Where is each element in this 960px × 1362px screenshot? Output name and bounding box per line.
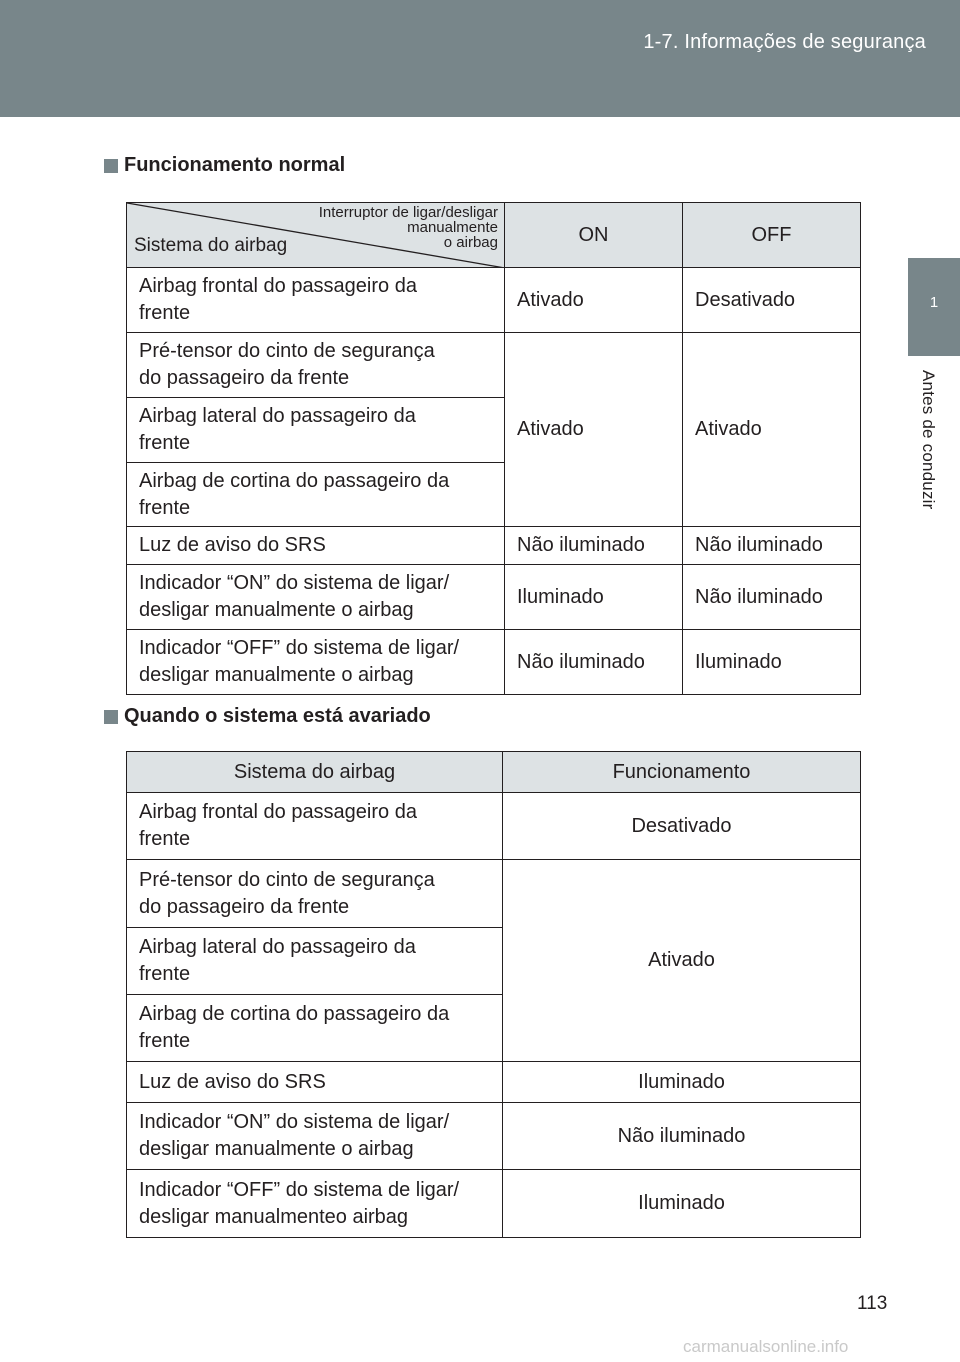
row-label-line: frente	[139, 1030, 191, 1052]
column-system-header: Sistema do airbag	[127, 752, 503, 793]
row-label-line: do passageiro da frente	[139, 895, 350, 918]
row-label-line: desligar manualmente o airbag	[139, 664, 414, 686]
row-label-line: frente	[139, 302, 191, 324]
failure-table	[126, 751, 861, 1238]
row-label-line: frente	[139, 496, 191, 519]
chapter-tab	[908, 258, 960, 356]
table-row	[127, 333, 861, 398]
table-row	[127, 1103, 861, 1170]
row-label-line: Airbag frontal do passageiro da	[139, 275, 417, 297]
column-on-header: ON	[505, 203, 683, 268]
watermark-text: carmanualsonline.info	[683, 1337, 849, 1356]
table-row	[127, 268, 861, 333]
row-label-line: Airbag de cortina do passageiro da	[139, 1003, 450, 1025]
row-label-line: Airbag de cortina do passageiro da	[139, 469, 450, 492]
row-label	[127, 268, 505, 333]
page-number: 113	[857, 1293, 888, 1314]
cell-on-value: Não iluminado	[505, 630, 683, 695]
cell-off-value: Desativado	[683, 268, 861, 333]
table-header-row	[127, 752, 861, 793]
column-off-header: OFF	[683, 203, 861, 268]
cell-operation-value: Não iluminado	[503, 1103, 861, 1170]
row-label-line: desligar manualmenteo airbag	[139, 1205, 409, 1228]
row-label-line: Indicador “OFF” do sistema de ligar/	[139, 637, 460, 659]
row-label-line: Indicador “ON” do sistema de ligar/	[139, 1111, 450, 1133]
diagonal-header-cell	[127, 203, 505, 268]
cell-operation-value: Iluminado	[503, 1062, 861, 1103]
row-label-line: Airbag frontal do passageiro da	[139, 801, 417, 823]
table-row	[127, 793, 861, 860]
row-label: Luz de aviso do SRS	[127, 527, 505, 565]
column-operation-header: Funcionamento	[503, 752, 861, 793]
heading-failure-text: Quando o sistema está avariado	[124, 705, 431, 727]
row-label	[127, 630, 505, 695]
table-row	[127, 527, 861, 565]
top-header-band	[0, 0, 960, 117]
row-label	[127, 1170, 503, 1238]
row-label	[127, 928, 503, 995]
cell-off-value: Não iluminado	[683, 565, 861, 630]
row-label-line: desligar manualmente o airbag	[139, 599, 414, 621]
header-switch-line-2: manualmente	[407, 219, 498, 236]
chapter-number: 1	[929, 294, 939, 311]
row-label	[127, 860, 503, 928]
heading-failure	[104, 705, 431, 728]
bullet-square-icon	[104, 710, 118, 724]
chapter-side-label	[918, 370, 942, 550]
table-row	[127, 860, 861, 928]
table-row	[127, 630, 861, 695]
row-label-line: frente	[139, 963, 191, 985]
cell-off-value: Iluminado	[683, 630, 861, 695]
header-system-label: Sistema do airbag	[134, 235, 288, 256]
cell-on-value: Iluminado	[505, 565, 683, 630]
row-label-line: Pré-tensor do cinto de segurança	[139, 868, 435, 891]
chapter-side-label-text: Antes de conduzir	[919, 370, 938, 510]
row-label	[127, 1103, 503, 1170]
normal-operation-table	[126, 202, 861, 695]
heading-normal-text: Funcionamento normal	[124, 154, 346, 176]
row-label-line: do passageiro da frente	[139, 367, 350, 389]
row-label	[127, 995, 503, 1062]
header-switch-line-3: o airbag	[443, 234, 498, 251]
table-header-row	[127, 203, 861, 268]
merged-operation-value: Ativado	[503, 860, 861, 1062]
row-label-line: Airbag lateral do passageiro da	[139, 405, 416, 427]
section-title: 1-7. Informações de segurança	[643, 31, 926, 53]
table-row	[127, 1170, 861, 1238]
cell-on-value: Não iluminado	[505, 527, 683, 565]
cell-operation-value: Iluminado	[503, 1170, 861, 1238]
cell-operation-value: Desativado	[503, 793, 861, 860]
row-label	[127, 463, 505, 527]
row-label-line: frente	[139, 828, 191, 850]
merged-on-value: Ativado	[505, 333, 683, 527]
row-label-line: frente	[139, 432, 191, 454]
table-row	[127, 1062, 861, 1103]
heading-normal-operation	[104, 154, 345, 177]
table-row	[127, 565, 861, 630]
cell-on-value: Ativado	[505, 268, 683, 333]
row-label-line: desligar manualmente o airbag	[139, 1138, 414, 1160]
row-label-line: Pré-tensor do cinto de segurança	[139, 340, 435, 362]
cell-off-value: Não iluminado	[683, 527, 861, 565]
bullet-square-icon	[104, 159, 118, 173]
row-label-line: Indicador “OFF” do sistema de ligar/	[139, 1178, 460, 1201]
row-label	[127, 793, 503, 860]
merged-off-value: Ativado	[683, 333, 861, 527]
row-label-line: Indicador “ON” do sistema de ligar/	[139, 572, 450, 594]
header-switch-line-1: Interruptor de ligar/desligar	[318, 204, 498, 221]
header-switch-label	[319, 205, 498, 250]
row-label	[127, 333, 505, 398]
row-label	[127, 565, 505, 630]
row-label: Luz de aviso do SRS	[127, 1062, 503, 1103]
row-label-line: Airbag lateral do passageiro da	[139, 936, 416, 958]
row-label	[127, 398, 505, 463]
